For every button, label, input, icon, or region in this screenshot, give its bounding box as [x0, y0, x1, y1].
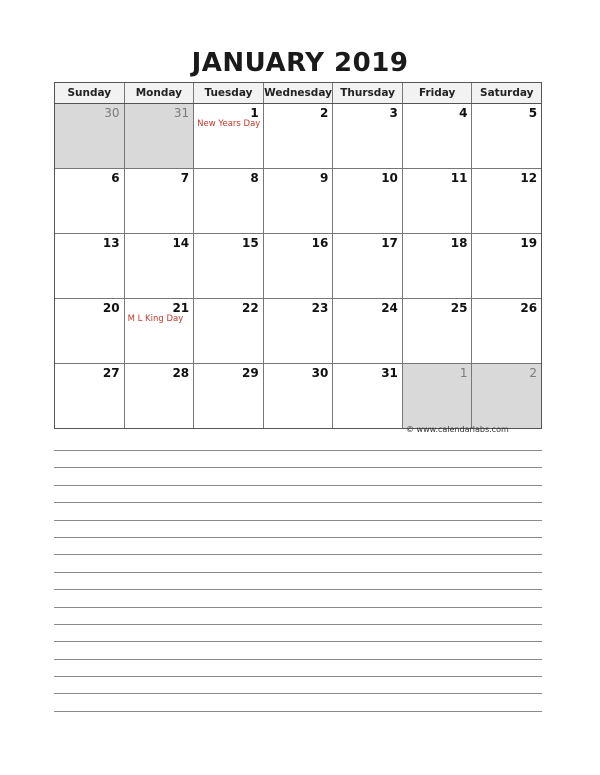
week-row	[55, 299, 541, 364]
day-number: 6	[111, 171, 120, 185]
day-cell	[472, 169, 541, 233]
day-cell	[264, 169, 334, 233]
day-number: 3	[389, 106, 398, 120]
day-cell	[55, 299, 125, 363]
day-number: 30	[311, 366, 329, 380]
note-line	[54, 520, 542, 521]
weekday-header-wednesday: Wednesday	[264, 83, 334, 103]
holiday-label: M L King Day	[127, 314, 184, 324]
day-cell	[55, 364, 125, 428]
day-number: 16	[311, 236, 329, 250]
week-row	[55, 364, 541, 428]
day-cell	[403, 169, 473, 233]
weekday-header-row	[55, 83, 541, 104]
note-line	[54, 554, 542, 555]
weekday-header-thursday: Thursday	[333, 83, 403, 103]
day-number: 2	[319, 106, 329, 120]
day-cell	[55, 169, 125, 233]
day-number: 9	[319, 171, 329, 185]
note-line	[54, 450, 542, 451]
week-row	[55, 234, 541, 299]
note-line	[54, 537, 542, 538]
day-number: 2	[529, 366, 538, 380]
day-cell	[333, 234, 403, 298]
day-cell-other-month	[472, 364, 541, 428]
day-cell	[194, 169, 264, 233]
day-number: 28	[172, 366, 190, 380]
day-cell	[472, 104, 541, 168]
note-line	[54, 711, 542, 712]
day-cell-other-month	[125, 104, 195, 168]
week-row	[55, 169, 541, 234]
day-number: 8	[250, 171, 259, 185]
day-number: 14	[172, 236, 190, 250]
day-number: 15	[242, 236, 259, 250]
day-cell	[333, 104, 403, 168]
note-line	[54, 607, 542, 608]
day-number: 24	[381, 301, 398, 315]
day-number: 1	[250, 106, 259, 120]
copyright-credit: © www.calendarlabs.com	[406, 425, 509, 434]
day-cell	[403, 234, 473, 298]
note-line	[54, 676, 542, 677]
day-number: 21	[172, 301, 190, 315]
weekday-header-monday: Monday	[125, 83, 195, 103]
day-cell	[264, 364, 334, 428]
holiday-label: New Years Day	[197, 119, 261, 129]
day-number: 26	[520, 301, 538, 315]
day-number: 31	[173, 106, 190, 120]
note-line	[54, 624, 542, 625]
day-cell	[333, 169, 403, 233]
day-cell	[403, 299, 473, 363]
day-number: 27	[102, 366, 120, 380]
day-cell	[194, 299, 264, 363]
day-number: 19	[520, 236, 538, 250]
day-number: 10	[381, 171, 398, 185]
day-number: 5	[528, 106, 538, 120]
note-line	[54, 589, 542, 590]
day-cell	[472, 299, 541, 363]
weekday-header-sunday: Sunday	[55, 83, 125, 103]
day-cell	[264, 104, 334, 168]
note-line	[54, 485, 542, 486]
note-line	[54, 572, 542, 573]
day-number: 7	[180, 171, 190, 185]
note-line	[54, 659, 542, 660]
day-number: 17	[381, 236, 398, 250]
calendar-grid	[54, 82, 542, 429]
day-number: 30	[104, 106, 120, 120]
day-cell	[125, 234, 195, 298]
day-cell	[264, 234, 334, 298]
note-line	[54, 502, 542, 503]
note-line	[54, 467, 542, 468]
day-number: 13	[102, 236, 120, 250]
day-cell	[55, 234, 125, 298]
day-number: 18	[450, 236, 468, 250]
day-number: 4	[459, 106, 468, 120]
day-cell	[194, 364, 264, 428]
note-line	[54, 641, 542, 642]
day-cell	[125, 364, 195, 428]
weekday-header-saturday: Saturday	[472, 83, 541, 103]
day-cell	[194, 234, 264, 298]
day-cell-other-month	[55, 104, 125, 168]
day-number: 11	[450, 171, 468, 185]
week-row	[55, 104, 541, 169]
day-number: 31	[381, 366, 398, 380]
weekday-header-tuesday: Tuesday	[194, 83, 264, 103]
day-cell	[264, 299, 334, 363]
day-cell	[403, 104, 473, 168]
day-number: 23	[311, 301, 329, 315]
day-cell	[125, 299, 195, 363]
calendar-title: JANUARY 2019	[191, 48, 409, 78]
day-number: 22	[242, 301, 259, 315]
day-cell	[333, 364, 403, 428]
day-cell	[125, 169, 195, 233]
day-cell-other-month	[403, 364, 473, 428]
day-number: 29	[242, 366, 259, 380]
day-cell	[194, 104, 264, 168]
day-cell	[472, 234, 541, 298]
day-number: 12	[520, 171, 538, 185]
notes-lines	[54, 450, 542, 728]
day-number: 20	[102, 301, 120, 315]
calendar-weeks	[55, 104, 541, 428]
note-line	[54, 693, 542, 694]
day-number: 25	[450, 301, 468, 315]
day-cell	[333, 299, 403, 363]
weekday-header-friday: Friday	[403, 83, 473, 103]
day-number: 1	[459, 366, 468, 380]
